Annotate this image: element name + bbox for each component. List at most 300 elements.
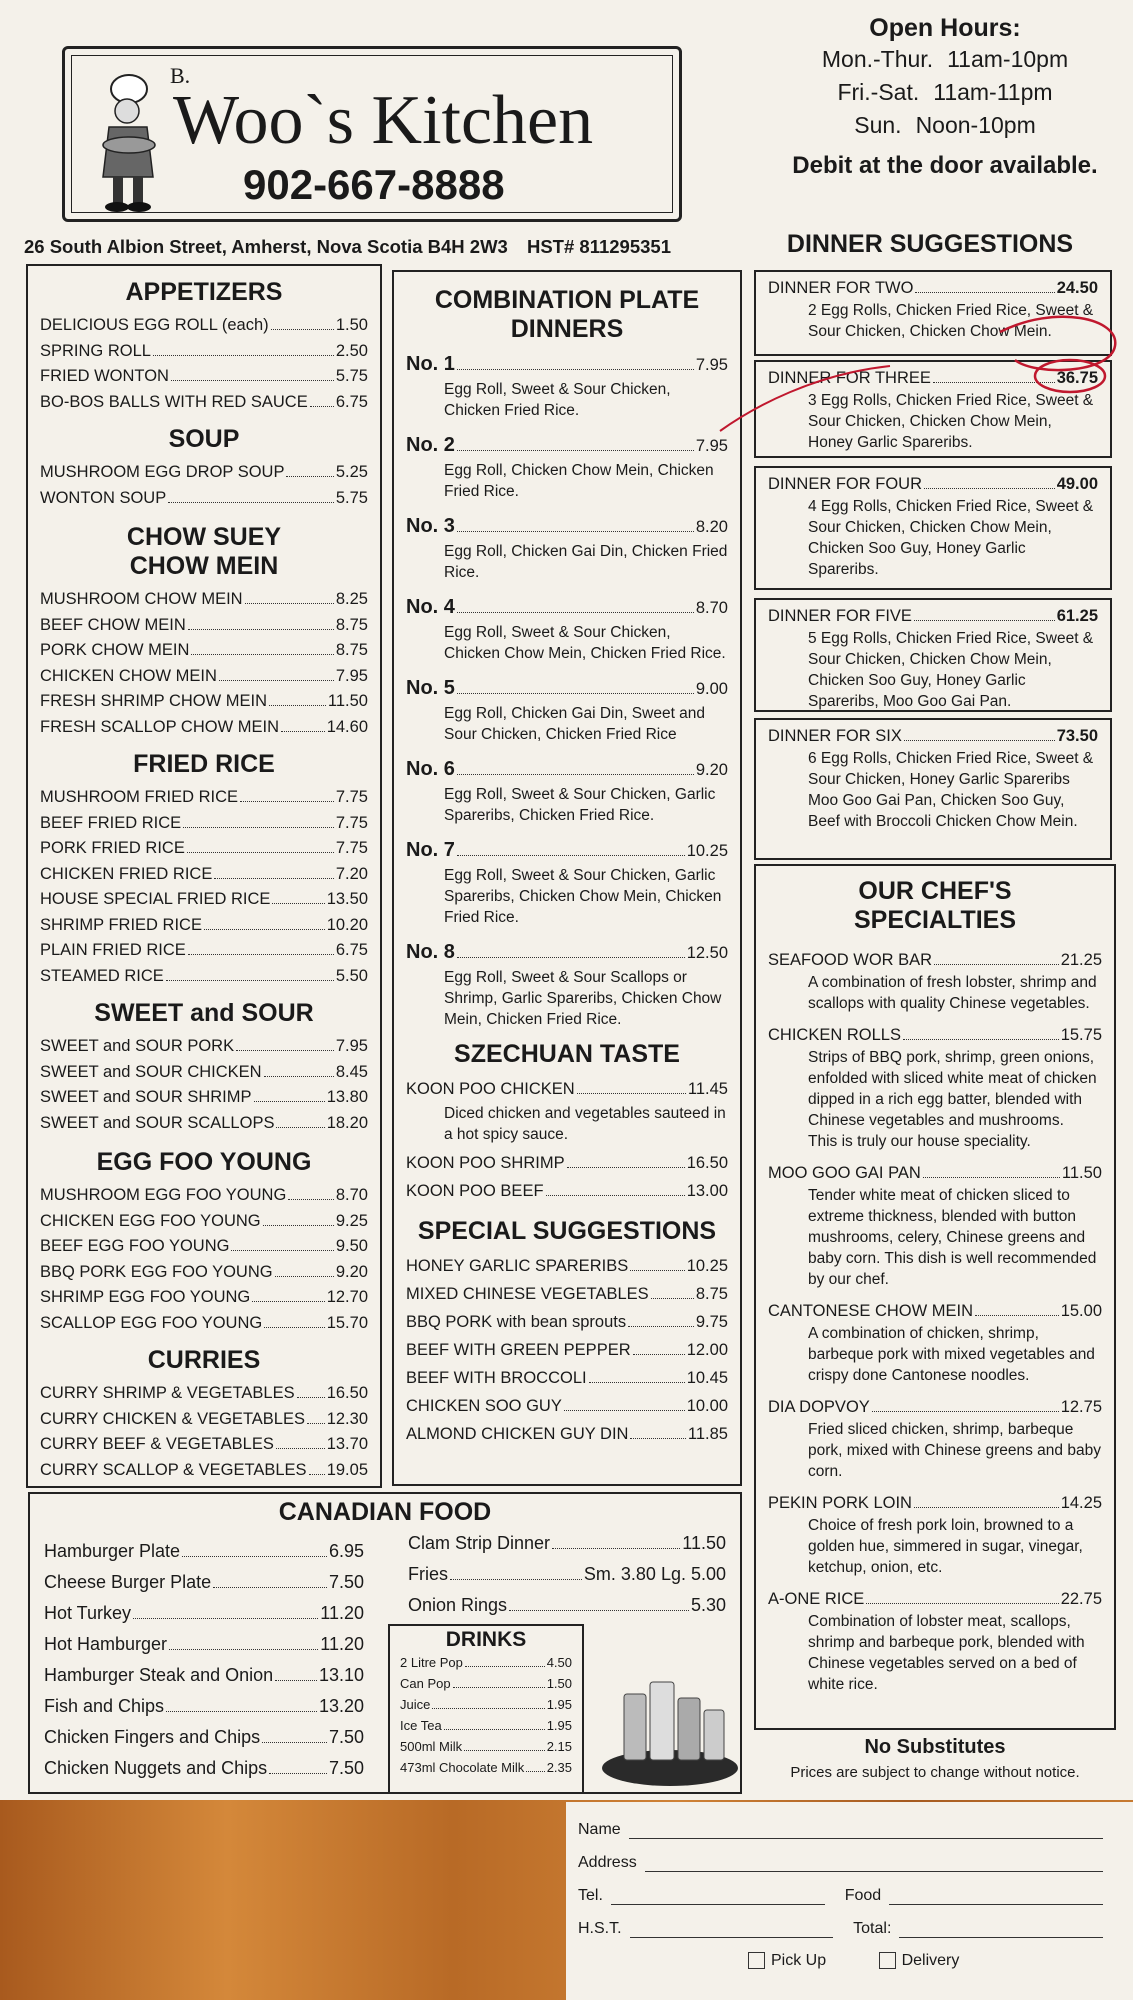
leader-dots: [457, 531, 694, 532]
name-line[interactable]: [629, 1820, 1103, 1839]
item-price: 5.75: [335, 488, 368, 507]
item-name: CURRY CHICKEN & VEGETABLES: [40, 1409, 305, 1428]
hours-day: Fri.-Sat.: [837, 79, 920, 105]
item-price: 10.20: [326, 915, 368, 934]
item-name: STEAMED RICE: [40, 966, 164, 985]
leader-dots: [168, 502, 334, 503]
menu-item: [40, 913, 368, 939]
chef-desc: Fried sliced chicken, shrimp, barbeque pork, mixed with Chinese greens and baby corn.: [808, 1421, 1101, 1480]
dinner-desc: 6 Egg Rolls, Chicken Fried Rice, Sweet & Sour Chicken, Honey Garlic Spareribs Moo Goo Gai Pan, Chicken Soo Guy, Beef with Broccoli Chicken Chow Mein.: [808, 750, 1094, 830]
leader-dots: [245, 603, 334, 604]
item-price: 7.75: [335, 839, 368, 857]
item-name: DINNER FOR THREE: [768, 369, 931, 387]
item-price: 7.95: [695, 437, 728, 455]
item-name: MOO GOO GAI PAN: [768, 1164, 921, 1182]
menu-item: [40, 613, 368, 639]
leader-dots: [240, 801, 334, 802]
item-name: BBQ PORK with bean sprouts: [406, 1313, 627, 1331]
leader-dots: [263, 1225, 334, 1226]
leader-dots: [934, 964, 1059, 965]
item-name: FRESH SCALLOP CHOW MEIN: [40, 717, 279, 736]
item-price: 7.50: [328, 1727, 364, 1747]
item-name: BEEF WITH GREEN PEPPER: [406, 1341, 631, 1359]
menu-item: [44, 1660, 364, 1691]
item-price: 7.50: [328, 1758, 364, 1778]
item-name: BEEF WITH BROCCOLI: [406, 1369, 587, 1387]
tel-line[interactable]: [611, 1886, 825, 1905]
hours-line: [770, 76, 1120, 109]
menu-item: [768, 1396, 1102, 1419]
chef-title-line2: SPECIALTIES: [853, 906, 1017, 934]
leader-dots: [567, 1167, 685, 1168]
menu-item: [40, 390, 368, 416]
combo-desc: Egg Roll, Sweet & Sour Chicken, Chicken Chow Mein, Chicken Fried Rice.: [444, 624, 726, 662]
leader-dots: [264, 1327, 325, 1328]
menu-item: [408, 1590, 726, 1621]
item-price: 1.50: [546, 1676, 572, 1691]
item-price: 13.00: [686, 1182, 728, 1200]
item-name: BBQ PORK EGG FOO YOUNG: [40, 1262, 273, 1281]
leader-dots: [628, 1326, 694, 1327]
item-price: Sm. 3.80 Lg. 5.00: [583, 1564, 726, 1584]
leader-dots: [219, 680, 334, 681]
order-form: [566, 1802, 1133, 2000]
menu-item: [40, 364, 368, 390]
soup-list: [40, 460, 368, 511]
pen-annotation-icon: [715, 296, 1125, 436]
item-name: Fries: [408, 1564, 448, 1584]
leader-dots: [297, 1397, 325, 1398]
leader-dots: [457, 855, 685, 856]
item-price: 22.75: [1060, 1590, 1102, 1608]
item-price: 11.50: [1061, 1164, 1102, 1182]
item-name: MUSHROOM FRIED RICE: [40, 788, 238, 806]
item-name: Clam Strip Dinner: [408, 1533, 551, 1553]
combo-item: [406, 938, 728, 967]
item-price: 8.70: [695, 599, 728, 617]
menu-item: [40, 689, 368, 715]
leader-dots: [269, 705, 326, 706]
drinks-list: [400, 1652, 572, 1778]
item-price: 7.50: [328, 1572, 364, 1592]
menu-item: [406, 1420, 728, 1448]
item-price: 1.50: [335, 316, 368, 334]
leader-dots: [904, 740, 1055, 741]
chef-figure-icon: [87, 67, 169, 217]
leader-dots: [166, 980, 334, 981]
delivery-checkbox[interactable]: [879, 1952, 896, 1969]
combo-item: [406, 593, 728, 622]
menu-item: [40, 811, 368, 837]
item-price: 9.75: [695, 1313, 728, 1331]
item-name: Hot Turkey: [44, 1603, 132, 1623]
leader-dots: [275, 1276, 334, 1277]
phone-number: 902-667-8888: [243, 161, 505, 208]
no-substitutes: No Substitutes: [864, 1736, 1006, 1758]
hours-time: 11am-11pm: [933, 79, 1053, 105]
menu-item: [40, 1260, 368, 1286]
form-options: [578, 1952, 1103, 1970]
menu-item: [40, 1381, 368, 1407]
item-price: 49.00: [1056, 475, 1098, 493]
leader-dots: [276, 1127, 324, 1128]
item-name: Ice Tea: [400, 1718, 442, 1733]
dinner-desc: 2 Egg Rolls, Chicken Fried Rice, Sweet & Sour Chicken, Chicken Chow Mein.: [808, 302, 1094, 340]
item-price: 24.50: [1056, 279, 1098, 297]
chef-desc: Choice of fresh pork loin, browned to a golden hue, simmered in sugar, vinegar, ketchup, onion, etc.: [808, 1517, 1083, 1576]
item-name: SWEET and SOUR SHRIMP: [40, 1088, 252, 1106]
logo-prefix: B.: [170, 63, 191, 88]
menu-item: [40, 1209, 368, 1235]
restaurant-name: Woo`s Kitchen: [173, 82, 594, 159]
item-name: HONEY GARLIC SPARERIBS: [406, 1257, 629, 1275]
sweetsour-title: SWEET and SOUR: [94, 999, 314, 1027]
eggfooyoung-title: EGG FOO YOUNG: [96, 1148, 312, 1176]
item-name: No. 3: [406, 515, 455, 537]
food-line[interactable]: [889, 1886, 1103, 1905]
item-price: 13.70: [326, 1435, 368, 1453]
leader-dots: [457, 774, 694, 775]
item-price: 13.50: [326, 890, 368, 908]
leader-dots: [564, 1410, 685, 1411]
price-note: Prices are subject to change without notice.: [790, 1764, 1080, 1781]
hours-lines: [770, 43, 1120, 142]
leader-dots: [589, 1382, 685, 1383]
menu-item: [40, 339, 368, 365]
leader-dots: [288, 1199, 334, 1200]
friedrice-list: [40, 785, 368, 989]
menu-item: [40, 664, 368, 690]
item-name: Hot Hamburger: [44, 1634, 168, 1654]
dinner-desc: 5 Egg Rolls, Chicken Fried Rice, Sweet & Sour Chicken, Chicken Chow Mein, Chicken Soo Guy, Honey Garlic Spareribs, Moo Goo Gai Pan.: [808, 630, 1094, 710]
item-name: BO-BOS BALLS WITH RED SAUCE: [40, 392, 308, 411]
leader-dots: [915, 292, 1054, 293]
item-price: 11.20: [320, 1603, 364, 1623]
leader-dots: [464, 1750, 545, 1751]
item-price: 7.95: [335, 1037, 368, 1055]
menu-item: [408, 1528, 726, 1559]
chowmein-title-line2: CHOW MEIN: [129, 552, 279, 580]
menu-item: [768, 1024, 1102, 1047]
form-hst-label: H.S.T.: [578, 1920, 622, 1937]
leader-dots: [457, 693, 694, 694]
menu-item: [40, 862, 368, 888]
item-price: 11.45: [687, 1080, 728, 1098]
menu-item: [768, 605, 1098, 628]
menu-item: [400, 1673, 572, 1694]
leader-dots: [914, 1507, 1059, 1508]
leader-dots: [457, 612, 694, 613]
item-price: 12.75: [1060, 1398, 1102, 1416]
menu-item: [40, 587, 368, 613]
item-name: No. 8: [406, 941, 455, 963]
leader-dots: [166, 1711, 317, 1712]
item-price: 8.70: [335, 1186, 368, 1204]
item-name: CANTONESE CHOW MEIN: [768, 1302, 974, 1320]
item-name: KOON POO BEEF: [406, 1182, 544, 1200]
menu-item: [406, 1392, 728, 1420]
leader-dots: [310, 406, 334, 407]
canadian-right-list: [408, 1528, 726, 1621]
item-price: 2.35: [546, 1760, 572, 1775]
leader-dots: [450, 1579, 582, 1580]
hours-time: 11am-10pm: [947, 46, 1069, 72]
item-name: SHRIMP EGG FOO YOUNG: [40, 1288, 251, 1306]
leader-dots: [866, 1603, 1058, 1604]
address-line: [24, 236, 671, 258]
menu-item: [400, 1715, 572, 1736]
item-name: ALMOND CHICKEN GUY DIN: [406, 1425, 629, 1443]
item-name: MUSHROOM EGG DROP SOUP: [40, 463, 285, 481]
item-price: 6.95: [328, 1541, 364, 1561]
item-name: No. 2: [406, 434, 455, 456]
item-name: CURRY BEEF & VEGETABLES: [40, 1435, 274, 1453]
menu-item: [768, 949, 1102, 972]
menu-item: [44, 1753, 364, 1784]
menu-item: [406, 1336, 728, 1364]
leader-dots: [457, 369, 694, 370]
hours-day: Sun.: [854, 112, 902, 138]
leader-dots: [187, 852, 334, 853]
item-name: PORK CHOW MEIN: [40, 641, 190, 659]
leader-dots: [453, 1687, 545, 1688]
menu-item: [406, 1280, 728, 1308]
hst-line[interactable]: [630, 1919, 834, 1938]
hours-time: Noon-10pm: [915, 112, 1036, 138]
item-name: 473ml Chocolate Milk: [400, 1760, 525, 1775]
item-name: FRESH SHRIMP CHOW MEIN: [40, 692, 268, 710]
item-price: 10.00: [686, 1397, 728, 1415]
item-name: SWEET and SOUR CHICKEN: [40, 1062, 262, 1081]
combo-list: [406, 350, 728, 1030]
menu-item: [768, 1492, 1102, 1515]
appetizers-title: APPETIZERS: [125, 278, 283, 306]
combo-desc: Egg Roll, Sweet & Sour Chicken, Garlic Spareribs, Chicken Fried Rice.: [444, 786, 716, 824]
item-name: No. 1: [406, 353, 455, 375]
menu-item: [400, 1736, 572, 1757]
item-name: SPRING ROLL: [40, 341, 151, 360]
menu-item: [40, 785, 368, 811]
item-name: No. 6: [406, 758, 455, 780]
open-hours: [770, 14, 1120, 180]
item-name: WONTON SOUP: [40, 488, 167, 507]
item-price: 11.50: [327, 692, 368, 710]
chef-desc: A combination of chicken, shrimp, barbeque pork with mixed vegetables and crispy done Cantonese noodles.: [808, 1325, 1095, 1384]
menu-item: [40, 1407, 368, 1433]
menu-item: [768, 725, 1098, 748]
item-name: Can Pop: [400, 1676, 451, 1691]
menu-item: [40, 887, 368, 913]
leader-dots: [276, 1448, 325, 1449]
chef-desc: Tender white meat of chicken sliced to extreme thickness, blended with button mushrooms, celery, Chinese greens and baby corn. This dish is well recommended by our chef.: [808, 1187, 1097, 1288]
menu-item: [40, 313, 368, 339]
form-address-row[interactable]: [578, 1853, 1103, 1872]
menu-item: [40, 486, 368, 512]
item-name: Chicken Fingers and Chips: [44, 1727, 261, 1747]
item-price: 9.00: [695, 680, 728, 698]
item-name: DINNER FOR SIX: [768, 727, 902, 745]
item-name: SWEET and SOUR PORK: [40, 1037, 235, 1055]
item-price: 10.45: [686, 1369, 728, 1387]
leader-dots: [236, 1050, 334, 1051]
leader-dots: [213, 1587, 327, 1588]
hours-line: [770, 109, 1120, 142]
form-food-label: Food: [844, 1887, 882, 1904]
item-name: CURRY SCALLOP & VEGETABLES: [40, 1460, 307, 1479]
menu-item: [40, 638, 368, 664]
combo-desc: Egg Roll, Chicken Gai Din, Sweet and Sour Chicken, Chicken Fried Rice: [444, 705, 706, 743]
leader-dots: [633, 1354, 685, 1355]
hours-day: Mon.-Thur.: [821, 46, 934, 72]
leader-dots: [191, 654, 333, 655]
leader-dots: [444, 1729, 545, 1730]
menu-item: [40, 1311, 368, 1337]
item-name: CHICKEN FRIED RICE: [40, 864, 213, 883]
menu-item: [768, 1162, 1102, 1185]
form-address-label: Address: [578, 1854, 637, 1871]
leader-dots: [204, 929, 325, 930]
menu-item: [40, 964, 368, 990]
menu-item: [40, 1458, 368, 1484]
item-price: 4.50: [546, 1655, 572, 1670]
form-hst-row: [578, 1919, 1103, 1938]
combo-item: [406, 431, 728, 460]
menu-item: [400, 1757, 572, 1778]
combo-desc: Egg Roll, Sweet & Sour Chicken, Chicken Fried Rice.: [444, 381, 671, 419]
item-name: HOUSE SPECIAL FRIED RICE: [40, 890, 271, 908]
form-name-row[interactable]: [578, 1820, 1103, 1839]
item-name: SEAFOOD WOR BAR: [768, 951, 933, 969]
item-price: 10.25: [686, 842, 728, 860]
drinks-photo-icon: [596, 1664, 742, 1790]
total-line[interactable]: [899, 1919, 1103, 1938]
item-price: 12.30: [326, 1409, 368, 1428]
special-title: SPECIAL SUGGESTIONS: [417, 1217, 717, 1245]
menu-item: [406, 1149, 728, 1177]
item-price: 8.75: [335, 615, 368, 634]
szechuan-desc: Diced chicken and vegetables sauteed in a hot spicy sauce.: [444, 1105, 726, 1143]
item-price: 21.25: [1060, 951, 1102, 969]
item-name: MUSHROOM CHOW MEIN: [40, 590, 243, 608]
address-line-field[interactable]: [645, 1853, 1103, 1872]
combo-item: [406, 512, 728, 541]
leader-dots: [133, 1618, 318, 1619]
menu-item: [44, 1629, 364, 1660]
item-price: 1.95: [546, 1718, 572, 1733]
canadian-title: CANADIAN FOOD: [278, 1498, 492, 1526]
menu-item: [768, 1300, 1102, 1323]
chef-desc: Combination of lobster meat, scallops, shrimp and barbeque pork, blended with Chinese vegetables served on a bed of white rice.: [808, 1613, 1085, 1693]
item-name: DIA DOPVOY: [768, 1398, 870, 1416]
hours-line: [770, 43, 1120, 76]
item-name: 500ml Milk: [400, 1739, 463, 1754]
item-name: Onion Rings: [408, 1595, 508, 1615]
drinks-title: DRINKS: [445, 1628, 527, 1651]
item-price: 14.25: [1060, 1494, 1102, 1512]
menu-item: [44, 1567, 364, 1598]
leader-dots: [975, 1315, 1059, 1316]
item-price: 5.25: [335, 463, 368, 481]
item-price: 15.00: [1060, 1302, 1102, 1320]
leader-dots: [281, 731, 325, 732]
item-price: 7.20: [335, 864, 368, 883]
middle-column: [392, 270, 742, 1486]
leader-dots: [269, 1773, 327, 1774]
menu-item: [40, 1234, 368, 1260]
leader-dots: [630, 1438, 685, 1439]
item-price: 8.20: [695, 518, 728, 536]
leader-dots: [309, 1474, 325, 1475]
leader-dots: [182, 1556, 327, 1557]
item-price: 6.75: [335, 392, 368, 411]
leader-dots: [153, 355, 334, 356]
leader-dots: [231, 1250, 333, 1251]
menu-item: [406, 1177, 728, 1205]
menu-item: [406, 1075, 728, 1103]
item-price: 2.15: [546, 1739, 572, 1754]
delivery-label: Delivery: [901, 1952, 960, 1969]
leader-dots: [432, 1708, 544, 1709]
dinner-box: [754, 598, 1112, 712]
leader-dots: [188, 629, 334, 630]
item-price: 36.75: [1056, 369, 1098, 387]
item-price: 12.70: [326, 1288, 368, 1306]
item-price: 7.75: [335, 813, 368, 832]
leader-dots: [924, 488, 1055, 489]
chowmein-title: [40, 523, 368, 581]
menu-item: [44, 1722, 364, 1753]
logo-banner: [62, 46, 682, 222]
leader-dots: [651, 1298, 694, 1299]
item-price: 13.10: [318, 1665, 364, 1685]
item-name: No. 4: [406, 596, 455, 618]
item-name: PEKIN PORK LOIN: [768, 1494, 912, 1512]
leader-dots: [546, 1195, 685, 1196]
item-name: SWEET and SOUR SCALLOPS: [40, 1113, 275, 1132]
chef-title-line1: OUR CHEF'S: [858, 877, 1012, 905]
leader-dots: [307, 1423, 325, 1424]
combo-desc: Egg Roll, Sweet & Sour Scallops or Shrimp, Garlic Spareribs, Chicken Chow Mein, Chicken Fried Rice.: [444, 969, 722, 1028]
form-tel-label: Tel.: [578, 1887, 603, 1904]
item-name: SCALLOP EGG FOO YOUNG: [40, 1313, 263, 1332]
item-price: 11.20: [320, 1634, 364, 1654]
form-tel-row: [578, 1886, 1103, 1905]
drinks-box: [388, 1624, 584, 1794]
appetizers-list: [40, 313, 368, 415]
leader-dots: [630, 1270, 685, 1271]
item-name: CURRY SHRIMP & VEGETABLES: [40, 1384, 295, 1402]
left-column: [26, 264, 382, 1488]
item-name: Cheese Burger Plate: [44, 1572, 212, 1592]
menu-item: [408, 1559, 726, 1590]
item-price: 9.25: [335, 1211, 368, 1230]
hours-title: Open Hours:: [869, 14, 1021, 42]
curries-title: CURRIES: [147, 1346, 261, 1374]
item-name: Chicken Nuggets and Chips: [44, 1758, 268, 1778]
item-name: CHICKEN EGG FOO YOUNG: [40, 1211, 261, 1230]
leader-dots: [552, 1548, 680, 1549]
item-price: 10.25: [686, 1257, 728, 1275]
item-price: 8.75: [335, 641, 368, 659]
item-name: Hamburger Steak and Onion: [44, 1665, 274, 1685]
address: 26 South Albion Street, Amherst, Nova Scotia B4H 2W3: [24, 236, 508, 257]
pickup-checkbox[interactable]: [748, 1952, 765, 1969]
item-price: 15.75: [1060, 1026, 1102, 1044]
chef-specialties: [754, 864, 1116, 1730]
item-name: Hamburger Plate: [44, 1541, 181, 1561]
form-total-label: Total:: [853, 1920, 892, 1937]
item-name: Fish and Chips: [44, 1696, 165, 1716]
